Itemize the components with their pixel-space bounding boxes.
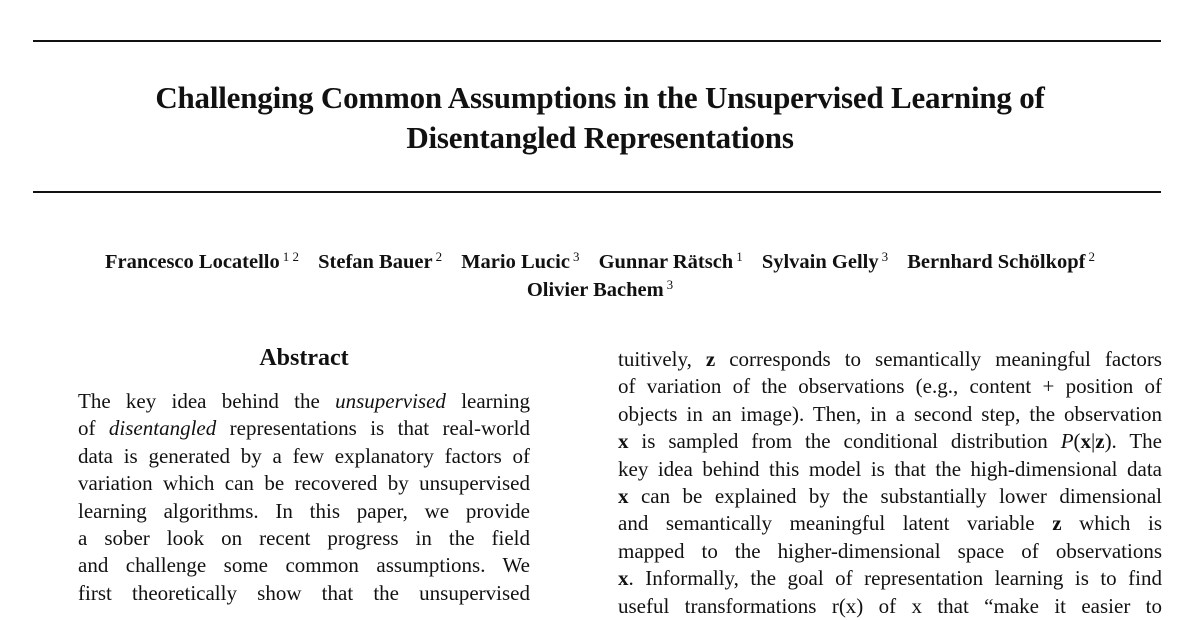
text-line: and challenge some common assumptions. We [78, 553, 530, 578]
author-affiliation: 1 [736, 249, 743, 264]
author-affiliation: 1 2 [282, 249, 299, 264]
text-line: of variation of the observations (e.g., content + position of [618, 374, 1162, 399]
text-line: of disentangled representations is that real-world [78, 416, 530, 441]
author [318, 251, 442, 273]
author-name: Sylvain Gelly [761, 251, 879, 273]
author [461, 251, 579, 273]
text-line: useful transformations r(x) of x that “make it easier to [618, 593, 1162, 618]
bottom-rule [33, 191, 1161, 193]
paper-title-line-2: Disentangled Representations [406, 120, 794, 155]
author-name: Olivier Bachem [526, 279, 664, 301]
author [762, 251, 888, 273]
paper-title-line-1: Challenging Common Assumptions in the Unsupervised Learning of [155, 80, 1045, 115]
text-line: x is sampled from the conditional distribution P(x|z). The [618, 429, 1162, 454]
author-name: Mario Lucic [461, 251, 570, 273]
author-affiliation: 3 [572, 249, 580, 264]
text-line: variation which can be recovered by unsupervised [78, 471, 530, 496]
text-line: learning algorithms. In this paper, we provide [78, 498, 530, 523]
text-line: data is generated by a few explanatory factors of [78, 443, 530, 468]
text-line: first theoretically show that the unsupervised [78, 580, 530, 605]
author [527, 279, 673, 301]
author-affiliation: 2 [435, 249, 443, 264]
author-name: Stefan Bauer [318, 251, 433, 273]
author-name: Gunnar Rätsch [598, 251, 734, 273]
author-affiliation: 3 [881, 249, 889, 264]
top-rule [33, 40, 1161, 42]
author [599, 251, 743, 273]
abstract-body [78, 388, 530, 607]
text-line: and semantically meaningful latent variable z which is [618, 511, 1162, 536]
author [105, 251, 299, 273]
text-line: key idea behind this model is that the high-dimensional data [618, 456, 1162, 481]
author [907, 251, 1095, 273]
body-text-right-column [618, 346, 1162, 620]
author-name: Francesco Locatello [104, 251, 280, 273]
abstract-heading: Abstract [259, 345, 349, 371]
author-affiliation: 3 [666, 277, 674, 292]
author-list-continued [0, 271, 1200, 304]
text-line: The key idea behind the unsupervised learning [78, 389, 530, 413]
text-line: x. Informally, the goal of representation learning is to find [618, 566, 1162, 591]
text-line: objects in an image). Then, in a second step, the observation [618, 401, 1162, 426]
author-name: Bernhard Schölkopf [907, 251, 1086, 273]
text-line: mapped to the higher-dimensional space of observations [618, 538, 1162, 563]
text-line: x can be explained by the substantially lower dimensional [618, 483, 1162, 508]
text-line: a sober look on recent progress in the field [78, 525, 530, 550]
text-line: tuitively, z corresponds to semantically meaningful factors [618, 347, 1162, 371]
author-affiliation: 2 [1088, 249, 1095, 264]
